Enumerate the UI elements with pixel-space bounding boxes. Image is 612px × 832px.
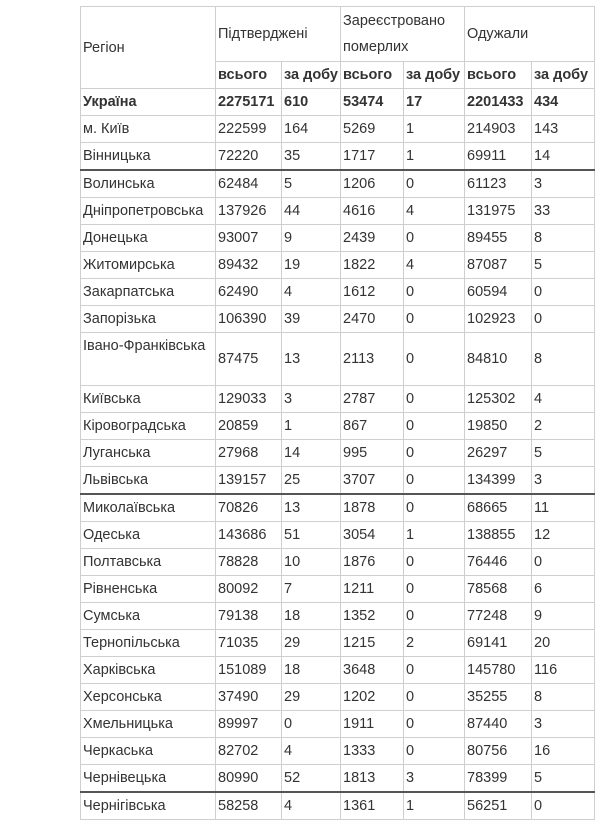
table-row bbox=[81, 252, 595, 279]
confirmed-day-cell: 29 bbox=[282, 684, 341, 711]
recovered-day-cell: 0 bbox=[532, 306, 595, 333]
deceased-day-cell: 4 bbox=[404, 252, 465, 279]
confirmed-header: Підтверджені bbox=[216, 7, 341, 62]
region-cell: Чернігівська bbox=[81, 792, 216, 820]
deceased-day-cell: 1 bbox=[404, 522, 465, 549]
recovered-total-cell: 19850 bbox=[465, 413, 532, 440]
recovered-day-cell: 4 bbox=[532, 386, 595, 413]
recovered-day-cell: 3 bbox=[532, 711, 595, 738]
confirmed-day-cell: 25 bbox=[282, 467, 341, 495]
deceased-total-cell: 1717 bbox=[341, 143, 404, 171]
confirmed-day-cell: 4 bbox=[282, 279, 341, 306]
deceased-total-cell: 3648 bbox=[341, 657, 404, 684]
region-cell: Полтавська bbox=[81, 549, 216, 576]
region-cell: Хмельницька bbox=[81, 711, 216, 738]
deceased-day-cell: 4 bbox=[404, 198, 465, 225]
region-cell: Закарпатська bbox=[81, 279, 216, 306]
deceased-day-header: за добу bbox=[404, 62, 465, 89]
recovered-total-cell: 89455 bbox=[465, 225, 532, 252]
deceased-day-cell: 0 bbox=[404, 467, 465, 495]
recovered-day-cell: 5 bbox=[532, 765, 595, 793]
confirmed-day-cell: 29 bbox=[282, 630, 341, 657]
deceased-day-cell: 0 bbox=[404, 684, 465, 711]
table-row bbox=[81, 279, 595, 306]
region-cell: Тернопільська bbox=[81, 630, 216, 657]
deceased-day-cell: 0 bbox=[404, 549, 465, 576]
recovered-total-cell: 78399 bbox=[465, 765, 532, 793]
table-row bbox=[81, 522, 595, 549]
confirmed-total-cell: 62490 bbox=[216, 279, 282, 306]
confirmed-total-cell: 62484 bbox=[216, 170, 282, 198]
confirmed-day-cell: 13 bbox=[282, 333, 341, 386]
deceased-day-cell: 0 bbox=[404, 603, 465, 630]
recovered-total-cell: 214903 bbox=[465, 116, 532, 143]
table-row bbox=[81, 684, 595, 711]
covid-stats-table bbox=[80, 6, 595, 820]
confirmed-total-cell: 80990 bbox=[216, 765, 282, 793]
confirmed-total-cell: 137926 bbox=[216, 198, 282, 225]
confirmed-day-cell: 19 bbox=[282, 252, 341, 279]
confirmed-total-cell: 79138 bbox=[216, 603, 282, 630]
region-cell: Львівська bbox=[81, 467, 216, 495]
table-row bbox=[81, 89, 595, 116]
region-cell: Херсонська bbox=[81, 684, 216, 711]
deceased-day-cell: 0 bbox=[404, 494, 465, 522]
confirmed-total-cell: 129033 bbox=[216, 386, 282, 413]
table-row bbox=[81, 413, 595, 440]
table-row bbox=[81, 494, 595, 522]
confirmed-total-cell: 222599 bbox=[216, 116, 282, 143]
confirmed-day-cell: 4 bbox=[282, 738, 341, 765]
confirmed-total-cell: 70826 bbox=[216, 494, 282, 522]
region-cell: м. Київ bbox=[81, 116, 216, 143]
confirmed-total-cell: 82702 bbox=[216, 738, 282, 765]
confirmed-day-cell: 10 bbox=[282, 549, 341, 576]
deceased-total-cell: 2787 bbox=[341, 386, 404, 413]
confirmed-day-cell: 39 bbox=[282, 306, 341, 333]
deceased-total-cell: 995 bbox=[341, 440, 404, 467]
region-header: Регіон bbox=[81, 7, 216, 89]
recovered-total-cell: 138855 bbox=[465, 522, 532, 549]
deceased-total-cell: 1215 bbox=[341, 630, 404, 657]
confirmed-total-cell: 87475 bbox=[216, 333, 282, 386]
region-cell: Івано-Франківська bbox=[81, 333, 216, 386]
table-row bbox=[81, 170, 595, 198]
recovered-total-cell: 84810 bbox=[465, 333, 532, 386]
confirmed-total-cell: 151089 bbox=[216, 657, 282, 684]
deceased-total-cell: 1822 bbox=[341, 252, 404, 279]
confirmed-day-cell: 52 bbox=[282, 765, 341, 793]
recovered-total-cell: 35255 bbox=[465, 684, 532, 711]
confirmed-day-cell: 5 bbox=[282, 170, 341, 198]
deceased-day-cell: 0 bbox=[404, 413, 465, 440]
recovered-total-cell: 76446 bbox=[465, 549, 532, 576]
region-cell: Житомирська bbox=[81, 252, 216, 279]
confirmed-day-cell: 4 bbox=[282, 792, 341, 820]
region-cell: Кіровоградська bbox=[81, 413, 216, 440]
confirmed-total-cell: 80092 bbox=[216, 576, 282, 603]
confirmed-day-cell: 13 bbox=[282, 494, 341, 522]
recovered-day-cell: 3 bbox=[532, 170, 595, 198]
recovered-total-cell: 68665 bbox=[465, 494, 532, 522]
deceased-day-cell: 1 bbox=[404, 143, 465, 171]
recovered-total-cell: 87087 bbox=[465, 252, 532, 279]
deceased-total-header: всього bbox=[341, 62, 404, 89]
deceased-total-cell: 1911 bbox=[341, 711, 404, 738]
region-cell: Миколаївська bbox=[81, 494, 216, 522]
recovered-total-header: всього bbox=[465, 62, 532, 89]
recovered-day-cell: 3 bbox=[532, 467, 595, 495]
deceased-day-cell: 0 bbox=[404, 306, 465, 333]
table-row bbox=[81, 143, 595, 171]
recovered-day-cell: 116 bbox=[532, 657, 595, 684]
table-row bbox=[81, 630, 595, 657]
recovered-total-cell: 78568 bbox=[465, 576, 532, 603]
deceased-day-cell: 1 bbox=[404, 792, 465, 820]
region-cell: Волинська bbox=[81, 170, 216, 198]
recovered-day-cell: 16 bbox=[532, 738, 595, 765]
recovered-total-cell: 134399 bbox=[465, 467, 532, 495]
confirmed-day-cell: 9 bbox=[282, 225, 341, 252]
confirmed-total-cell: 78828 bbox=[216, 549, 282, 576]
deceased-day-cell: 0 bbox=[404, 279, 465, 306]
confirmed-day-cell: 44 bbox=[282, 198, 341, 225]
recovered-header: Одужали bbox=[465, 7, 595, 62]
recovered-total-cell: 2201433 bbox=[465, 89, 532, 116]
recovered-day-cell: 5 bbox=[532, 252, 595, 279]
confirmed-total-cell: 20859 bbox=[216, 413, 282, 440]
recovered-day-cell: 11 bbox=[532, 494, 595, 522]
deceased-total-cell: 1361 bbox=[341, 792, 404, 820]
table-row bbox=[81, 467, 595, 495]
recovered-day-cell: 5 bbox=[532, 440, 595, 467]
region-cell: Рівненська bbox=[81, 576, 216, 603]
region-cell: Донецька bbox=[81, 225, 216, 252]
table-row bbox=[81, 738, 595, 765]
table-row bbox=[81, 765, 595, 793]
deceased-day-cell: 0 bbox=[404, 225, 465, 252]
recovered-total-cell: 131975 bbox=[465, 198, 532, 225]
table-row bbox=[81, 225, 595, 252]
recovered-day-cell: 0 bbox=[532, 549, 595, 576]
confirmed-day-cell: 18 bbox=[282, 603, 341, 630]
recovered-day-cell: 143 bbox=[532, 116, 595, 143]
table-row bbox=[81, 198, 595, 225]
table-row bbox=[81, 603, 595, 630]
deceased-total-cell: 3707 bbox=[341, 467, 404, 495]
recovered-total-cell: 77248 bbox=[465, 603, 532, 630]
region-cell: Одеська bbox=[81, 522, 216, 549]
deceased-total-cell: 1352 bbox=[341, 603, 404, 630]
deceased-day-cell: 0 bbox=[404, 711, 465, 738]
confirmed-day-cell: 3 bbox=[282, 386, 341, 413]
deceased-total-cell: 1878 bbox=[341, 494, 404, 522]
confirmed-day-cell: 7 bbox=[282, 576, 341, 603]
recovered-day-cell: 2 bbox=[532, 413, 595, 440]
deceased-total-cell: 2113 bbox=[341, 333, 404, 386]
confirmed-day-cell: 51 bbox=[282, 522, 341, 549]
table-row bbox=[81, 116, 595, 143]
confirmed-total-cell: 139157 bbox=[216, 467, 282, 495]
deceased-day-cell: 17 bbox=[404, 89, 465, 116]
recovered-day-cell: 14 bbox=[532, 143, 595, 171]
deceased-total-cell: 5269 bbox=[341, 116, 404, 143]
header-row bbox=[81, 7, 595, 62]
deceased-total-cell: 2439 bbox=[341, 225, 404, 252]
region-cell: Черкаська bbox=[81, 738, 216, 765]
confirmed-day-cell: 18 bbox=[282, 657, 341, 684]
table-row bbox=[81, 792, 595, 820]
deceased-day-cell: 3 bbox=[404, 765, 465, 793]
confirmed-day-cell: 14 bbox=[282, 440, 341, 467]
recovered-day-cell: 0 bbox=[532, 279, 595, 306]
recovered-total-cell: 102923 bbox=[465, 306, 532, 333]
table-row bbox=[81, 711, 595, 738]
table-row bbox=[81, 440, 595, 467]
confirmed-day-header: за добу bbox=[282, 62, 341, 89]
confirmed-total-cell: 89997 bbox=[216, 711, 282, 738]
deceased-day-cell: 0 bbox=[404, 333, 465, 386]
deceased-day-cell: 0 bbox=[404, 386, 465, 413]
region-cell: Луганська bbox=[81, 440, 216, 467]
confirmed-total-cell: 37490 bbox=[216, 684, 282, 711]
recovered-day-cell: 9 bbox=[532, 603, 595, 630]
confirmed-day-cell: 0 bbox=[282, 711, 341, 738]
deceased-total-cell: 53474 bbox=[341, 89, 404, 116]
recovered-day-cell: 8 bbox=[532, 333, 595, 386]
deceased-total-cell: 4616 bbox=[341, 198, 404, 225]
recovered-total-cell: 87440 bbox=[465, 711, 532, 738]
confirmed-total-cell: 27968 bbox=[216, 440, 282, 467]
deceased-total-cell: 1206 bbox=[341, 170, 404, 198]
deceased-day-cell: 0 bbox=[404, 738, 465, 765]
confirmed-total-cell: 89432 bbox=[216, 252, 282, 279]
deceased-total-cell: 3054 bbox=[341, 522, 404, 549]
table-row bbox=[81, 386, 595, 413]
region-cell: Запорізька bbox=[81, 306, 216, 333]
deceased-total-cell: 1612 bbox=[341, 279, 404, 306]
deceased-total-cell: 1813 bbox=[341, 765, 404, 793]
recovered-day-cell: 8 bbox=[532, 684, 595, 711]
deceased-day-cell: 2 bbox=[404, 630, 465, 657]
recovered-total-cell: 56251 bbox=[465, 792, 532, 820]
confirmed-day-cell: 610 bbox=[282, 89, 341, 116]
recovered-total-cell: 61123 bbox=[465, 170, 532, 198]
deceased-total-cell: 867 bbox=[341, 413, 404, 440]
recovered-day-cell: 12 bbox=[532, 522, 595, 549]
recovered-day-cell: 20 bbox=[532, 630, 595, 657]
confirmed-total-cell: 93007 bbox=[216, 225, 282, 252]
region-cell: Чернівецька bbox=[81, 765, 216, 793]
region-cell: Вінницька bbox=[81, 143, 216, 171]
recovered-day-cell: 0 bbox=[532, 792, 595, 820]
recovered-total-cell: 69141 bbox=[465, 630, 532, 657]
deceased-day-cell: 0 bbox=[404, 440, 465, 467]
recovered-total-cell: 80756 bbox=[465, 738, 532, 765]
recovered-total-cell: 145780 bbox=[465, 657, 532, 684]
region-cell: Харківська bbox=[81, 657, 216, 684]
confirmed-total-cell: 143686 bbox=[216, 522, 282, 549]
recovered-total-cell: 125302 bbox=[465, 386, 532, 413]
recovered-total-cell: 26297 bbox=[465, 440, 532, 467]
confirmed-day-cell: 164 bbox=[282, 116, 341, 143]
recovered-day-header: за добу bbox=[532, 62, 595, 89]
deceased-total-cell: 1202 bbox=[341, 684, 404, 711]
table-row bbox=[81, 576, 595, 603]
confirmed-total-cell: 72220 bbox=[216, 143, 282, 171]
deceased-day-cell: 1 bbox=[404, 116, 465, 143]
deceased-header: Зареєстровано померлих bbox=[341, 7, 465, 62]
confirmed-day-cell: 35 bbox=[282, 143, 341, 171]
deceased-day-cell: 0 bbox=[404, 576, 465, 603]
recovered-day-cell: 6 bbox=[532, 576, 595, 603]
recovered-total-cell: 69911 bbox=[465, 143, 532, 171]
confirmed-total-cell: 2275171 bbox=[216, 89, 282, 116]
deceased-day-cell: 0 bbox=[404, 170, 465, 198]
recovered-total-cell: 60594 bbox=[465, 279, 532, 306]
confirmed-total-cell: 71035 bbox=[216, 630, 282, 657]
deceased-total-cell: 1333 bbox=[341, 738, 404, 765]
deceased-total-cell: 1876 bbox=[341, 549, 404, 576]
deceased-day-cell: 0 bbox=[404, 657, 465, 684]
deceased-total-cell: 2470 bbox=[341, 306, 404, 333]
recovered-day-cell: 33 bbox=[532, 198, 595, 225]
region-cell: Київська bbox=[81, 386, 216, 413]
table-row bbox=[81, 549, 595, 576]
deceased-total-cell: 1211 bbox=[341, 576, 404, 603]
confirmed-day-cell: 1 bbox=[282, 413, 341, 440]
region-cell: Дніпропетровська bbox=[81, 198, 216, 225]
table-row bbox=[81, 306, 595, 333]
confirmed-total-header: всього bbox=[216, 62, 282, 89]
recovered-day-cell: 8 bbox=[532, 225, 595, 252]
region-cell: Сумська bbox=[81, 603, 216, 630]
confirmed-total-cell: 58258 bbox=[216, 792, 282, 820]
region-cell: Україна bbox=[81, 89, 216, 116]
table-row bbox=[81, 657, 595, 684]
recovered-day-cell: 434 bbox=[532, 89, 595, 116]
table-row bbox=[81, 333, 595, 386]
confirmed-total-cell: 106390 bbox=[216, 306, 282, 333]
